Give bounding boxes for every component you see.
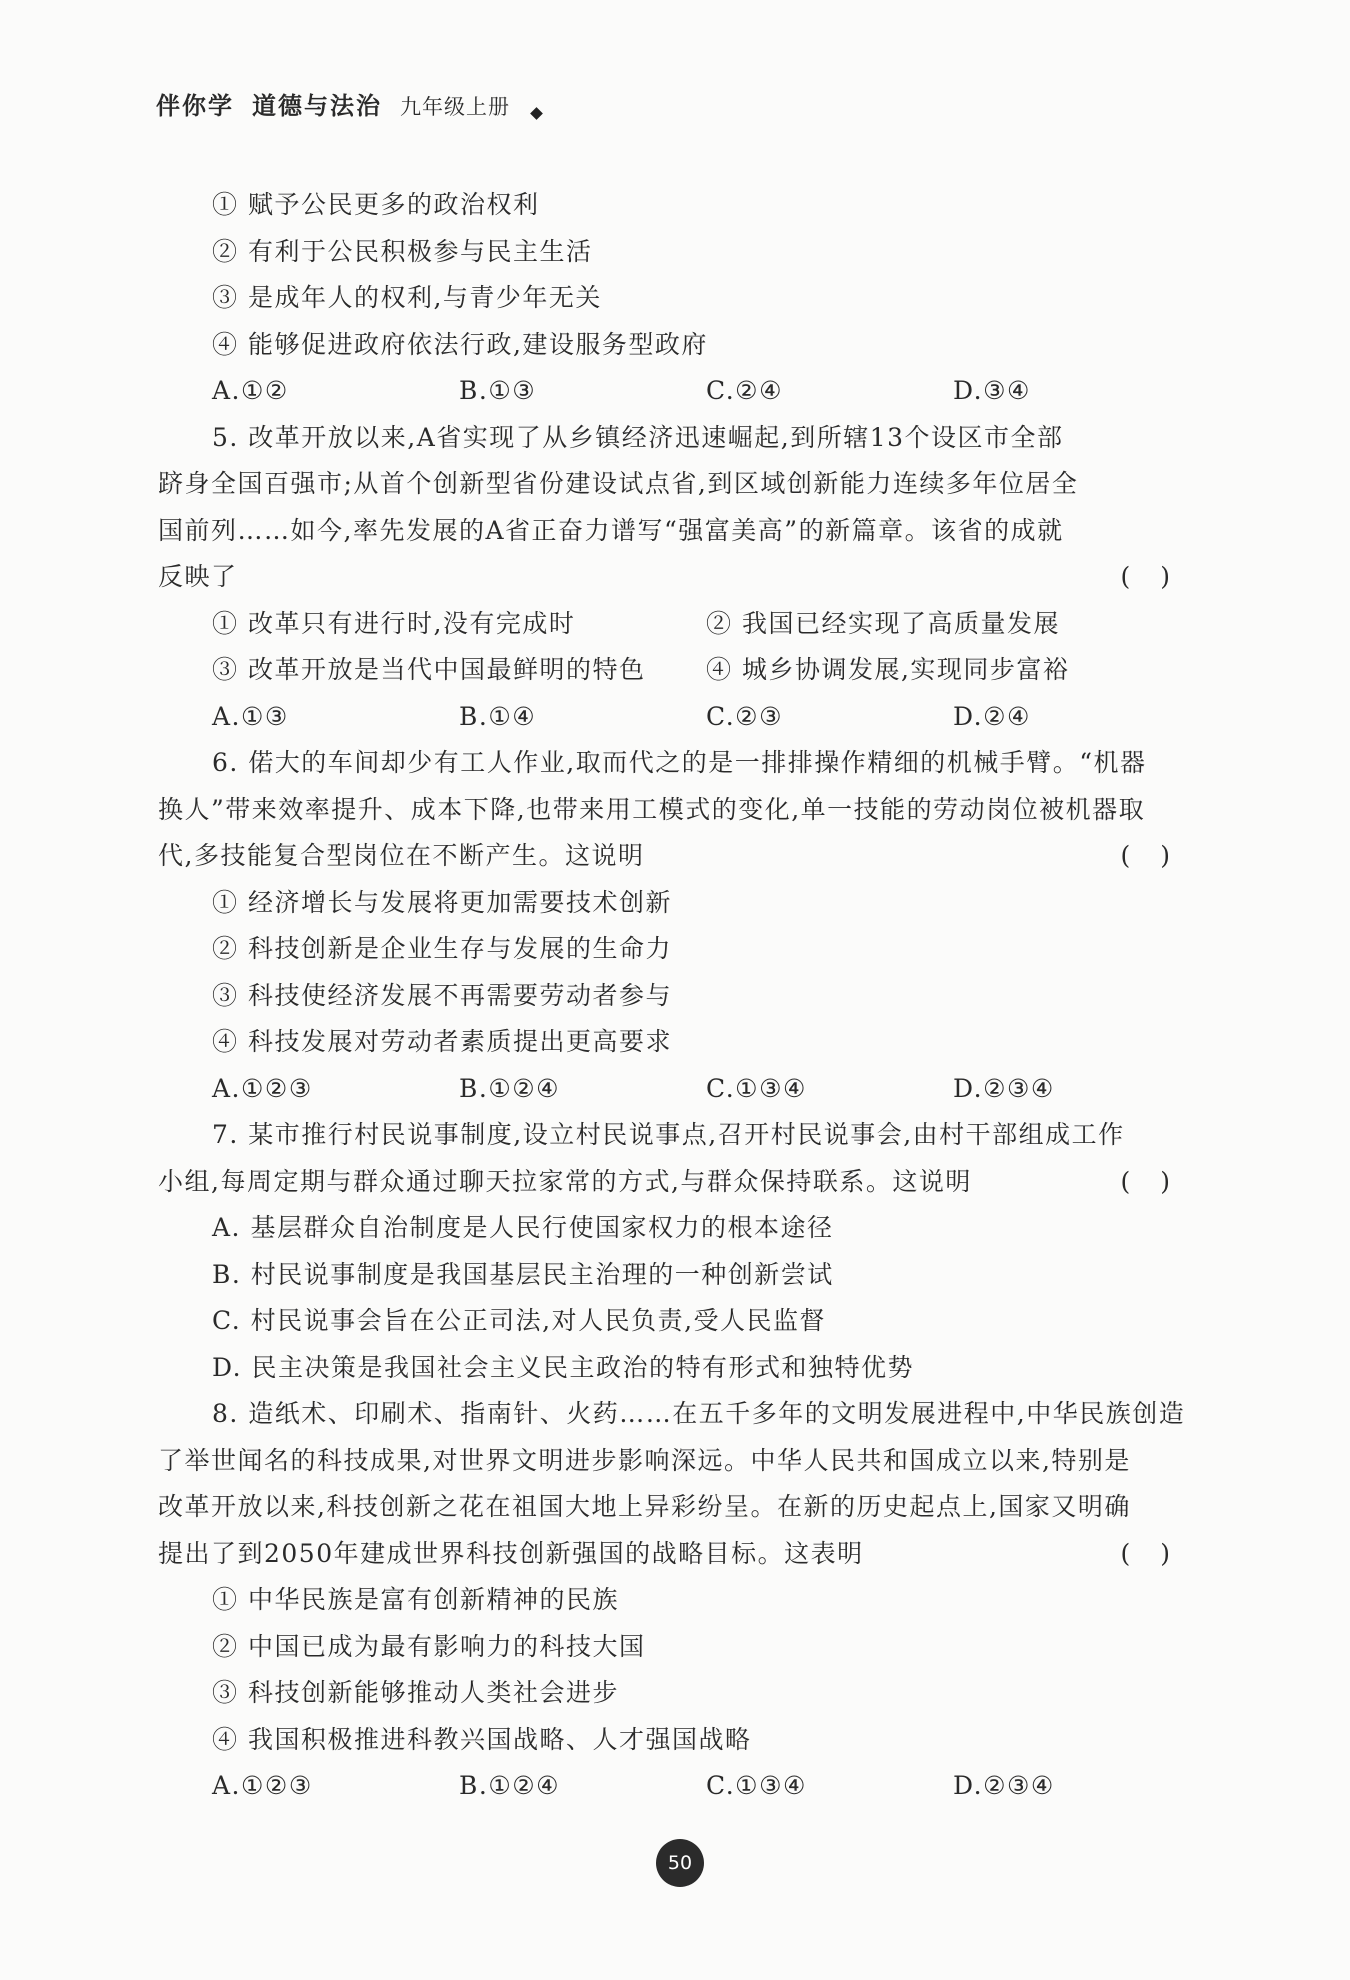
option-a: A.①②③: [212, 1771, 313, 1800]
question-stem-line: 国前列……如今,率先发展的A省正奋力谱写“强富美高”的新篇章。该省的成就: [158, 515, 1064, 545]
option-d: D.②④: [953, 701, 1031, 731]
option-c: C. 村民说事会旨在公正司法,对人民负责,受人民监督: [212, 1306, 827, 1335]
statement: ② 有利于公民积极参与民主生活: [212, 236, 593, 266]
question-stem-line: 小组,每周定期与群众通过聊天拉家常的方式,与群众保持联系。这说明: [158, 1166, 972, 1196]
page-header: [156, 86, 541, 121]
statement: ① 改革只有进行时,没有完成时: [212, 608, 576, 638]
option-d: D.②③④: [953, 1771, 1055, 1800]
option-a: A. 基层群众自治制度是人民行使国家权力的根本途径: [212, 1213, 834, 1242]
statement: ② 我国已经实现了高质量发展: [706, 608, 1060, 638]
option-d: D.③④: [953, 376, 1031, 405]
question-stem-line: 了举世闻名的科技成果,对世界文明进步影响深远。中华人民共和国成立以来,特别是: [158, 1445, 1131, 1475]
option-d: D.②③④: [953, 1073, 1055, 1103]
question-stem-last-line: [158, 833, 1200, 880]
statement: ③ 科技使经济发展不再需要劳动者参与: [212, 980, 672, 1010]
statement: ① 经济增长与发展将更加需要技术创新: [212, 887, 672, 917]
question-stem-line: 6. 偌大的车间却少有工人作业,取而代之的是一排排操作精细的机械手臂。“机器: [212, 748, 1147, 777]
option-b: B.①③: [459, 376, 537, 405]
page-number-badge: 50: [656, 1839, 704, 1887]
statement: ④ 能够促进政府依法行政,建设服务型政府: [212, 329, 708, 359]
question-4-tail: [158, 182, 1200, 415]
statement: ④ 城乡协调发展,实现同步富裕: [706, 655, 1070, 684]
answer-options: [158, 368, 1200, 415]
question-5: [158, 415, 1200, 741]
statement-row: [158, 647, 1200, 694]
option-a: A.①③: [212, 701, 289, 731]
statement: ③ 改革开放是当代中国最鲜明的特色: [212, 655, 646, 684]
question-stem-last-line: [158, 1159, 1200, 1206]
statement: ② 中国已成为最有影响力的科技大国: [212, 1631, 646, 1661]
question-6: [158, 740, 1200, 1112]
subject-title: 道德与法治: [252, 92, 382, 120]
option-a: A.①②③: [212, 1073, 313, 1103]
statement: ④ 我国积极推进科教兴国战略、人才强国战略: [212, 1724, 752, 1754]
option-b: B. 村民说事制度是我国基层民主治理的一种创新尝试: [212, 1259, 834, 1289]
question-stem-line: 8. 造纸术、印刷术、指南针、火药……在五千多年的文明发展进程中,中华民族创造: [212, 1399, 1186, 1428]
option-c: C.②③: [706, 701, 784, 731]
diamond-icon: [530, 107, 543, 120]
question-stem-line: 换人”带来效率提升、成本下降,也带来用工模式的变化,单一技能的劳动岗位被机器取: [158, 794, 1146, 824]
statement: ② 科技创新是企业生存与发展的生命力: [212, 934, 672, 963]
answer-options: [158, 694, 1200, 741]
option-c: C.①③④: [706, 1771, 807, 1800]
option-d: D. 民主决策是我国社会主义民主政治的特有形式和独特优势: [212, 1352, 915, 1382]
question-stem-line: 5. 改革开放以来,A省实现了从乡镇经济迅速崛起,到所辖13个设区市全部: [212, 422, 1064, 452]
question-stem-last-line: [158, 554, 1200, 601]
option-a: A.①②: [212, 376, 289, 405]
answer-bracket: (): [1120, 562, 1200, 591]
question-stem-line: 跻身全国百强市;从首个创新型省份建设试点省,到区域创新能力连续多年位居全: [158, 469, 1079, 498]
statement: ④ 科技发展对劳动者素质提出更高要求: [212, 1027, 672, 1056]
option-b: B.①④: [459, 701, 537, 731]
option-c: C.①③④: [706, 1073, 807, 1103]
question-7: [158, 1112, 1200, 1391]
grade-label: 九年级上册: [400, 95, 510, 119]
answer-bracket: (): [1120, 841, 1200, 870]
question-stem-line: 反映了: [158, 562, 238, 591]
question-stem-line: 代,多技能复合型岗位在不断产生。这说明: [158, 841, 645, 870]
question-stem-last-line: [158, 1531, 1200, 1578]
option-b: B.①②④: [459, 1771, 561, 1800]
answer-options: [158, 1763, 1200, 1810]
option-b: B.①②④: [459, 1073, 561, 1103]
series-title: 伴你学: [156, 92, 234, 120]
question-stem-line: 提出了到2050年建成世界科技创新强国的战略目标。这表明: [158, 1538, 864, 1568]
statement: ③ 是成年人的权利,与青少年无关: [212, 283, 602, 312]
page-content: [158, 182, 1200, 1810]
statement: ① 中华民族是富有创新精神的民族: [212, 1585, 619, 1614]
statement: ① 赋予公民更多的政治权利: [212, 190, 540, 219]
question-8: [158, 1391, 1200, 1810]
question-stem-line: 改革开放以来,科技创新之花在祖国大地上异彩纷呈。在新的历史起点上,国家又明确: [158, 1492, 1131, 1521]
option-c: C.②④: [706, 376, 784, 405]
question-stem-line: 7. 某市推行村民说事制度,设立村民说事点,召开村民说事会,由村干部组成工作: [212, 1120, 1125, 1149]
statement-row: [158, 601, 1200, 648]
answer-bracket: (): [1120, 1166, 1200, 1196]
answer-options: [158, 1066, 1200, 1113]
answer-bracket: (): [1120, 1538, 1200, 1568]
statement: ③ 科技创新能够推动人类社会进步: [212, 1678, 619, 1707]
